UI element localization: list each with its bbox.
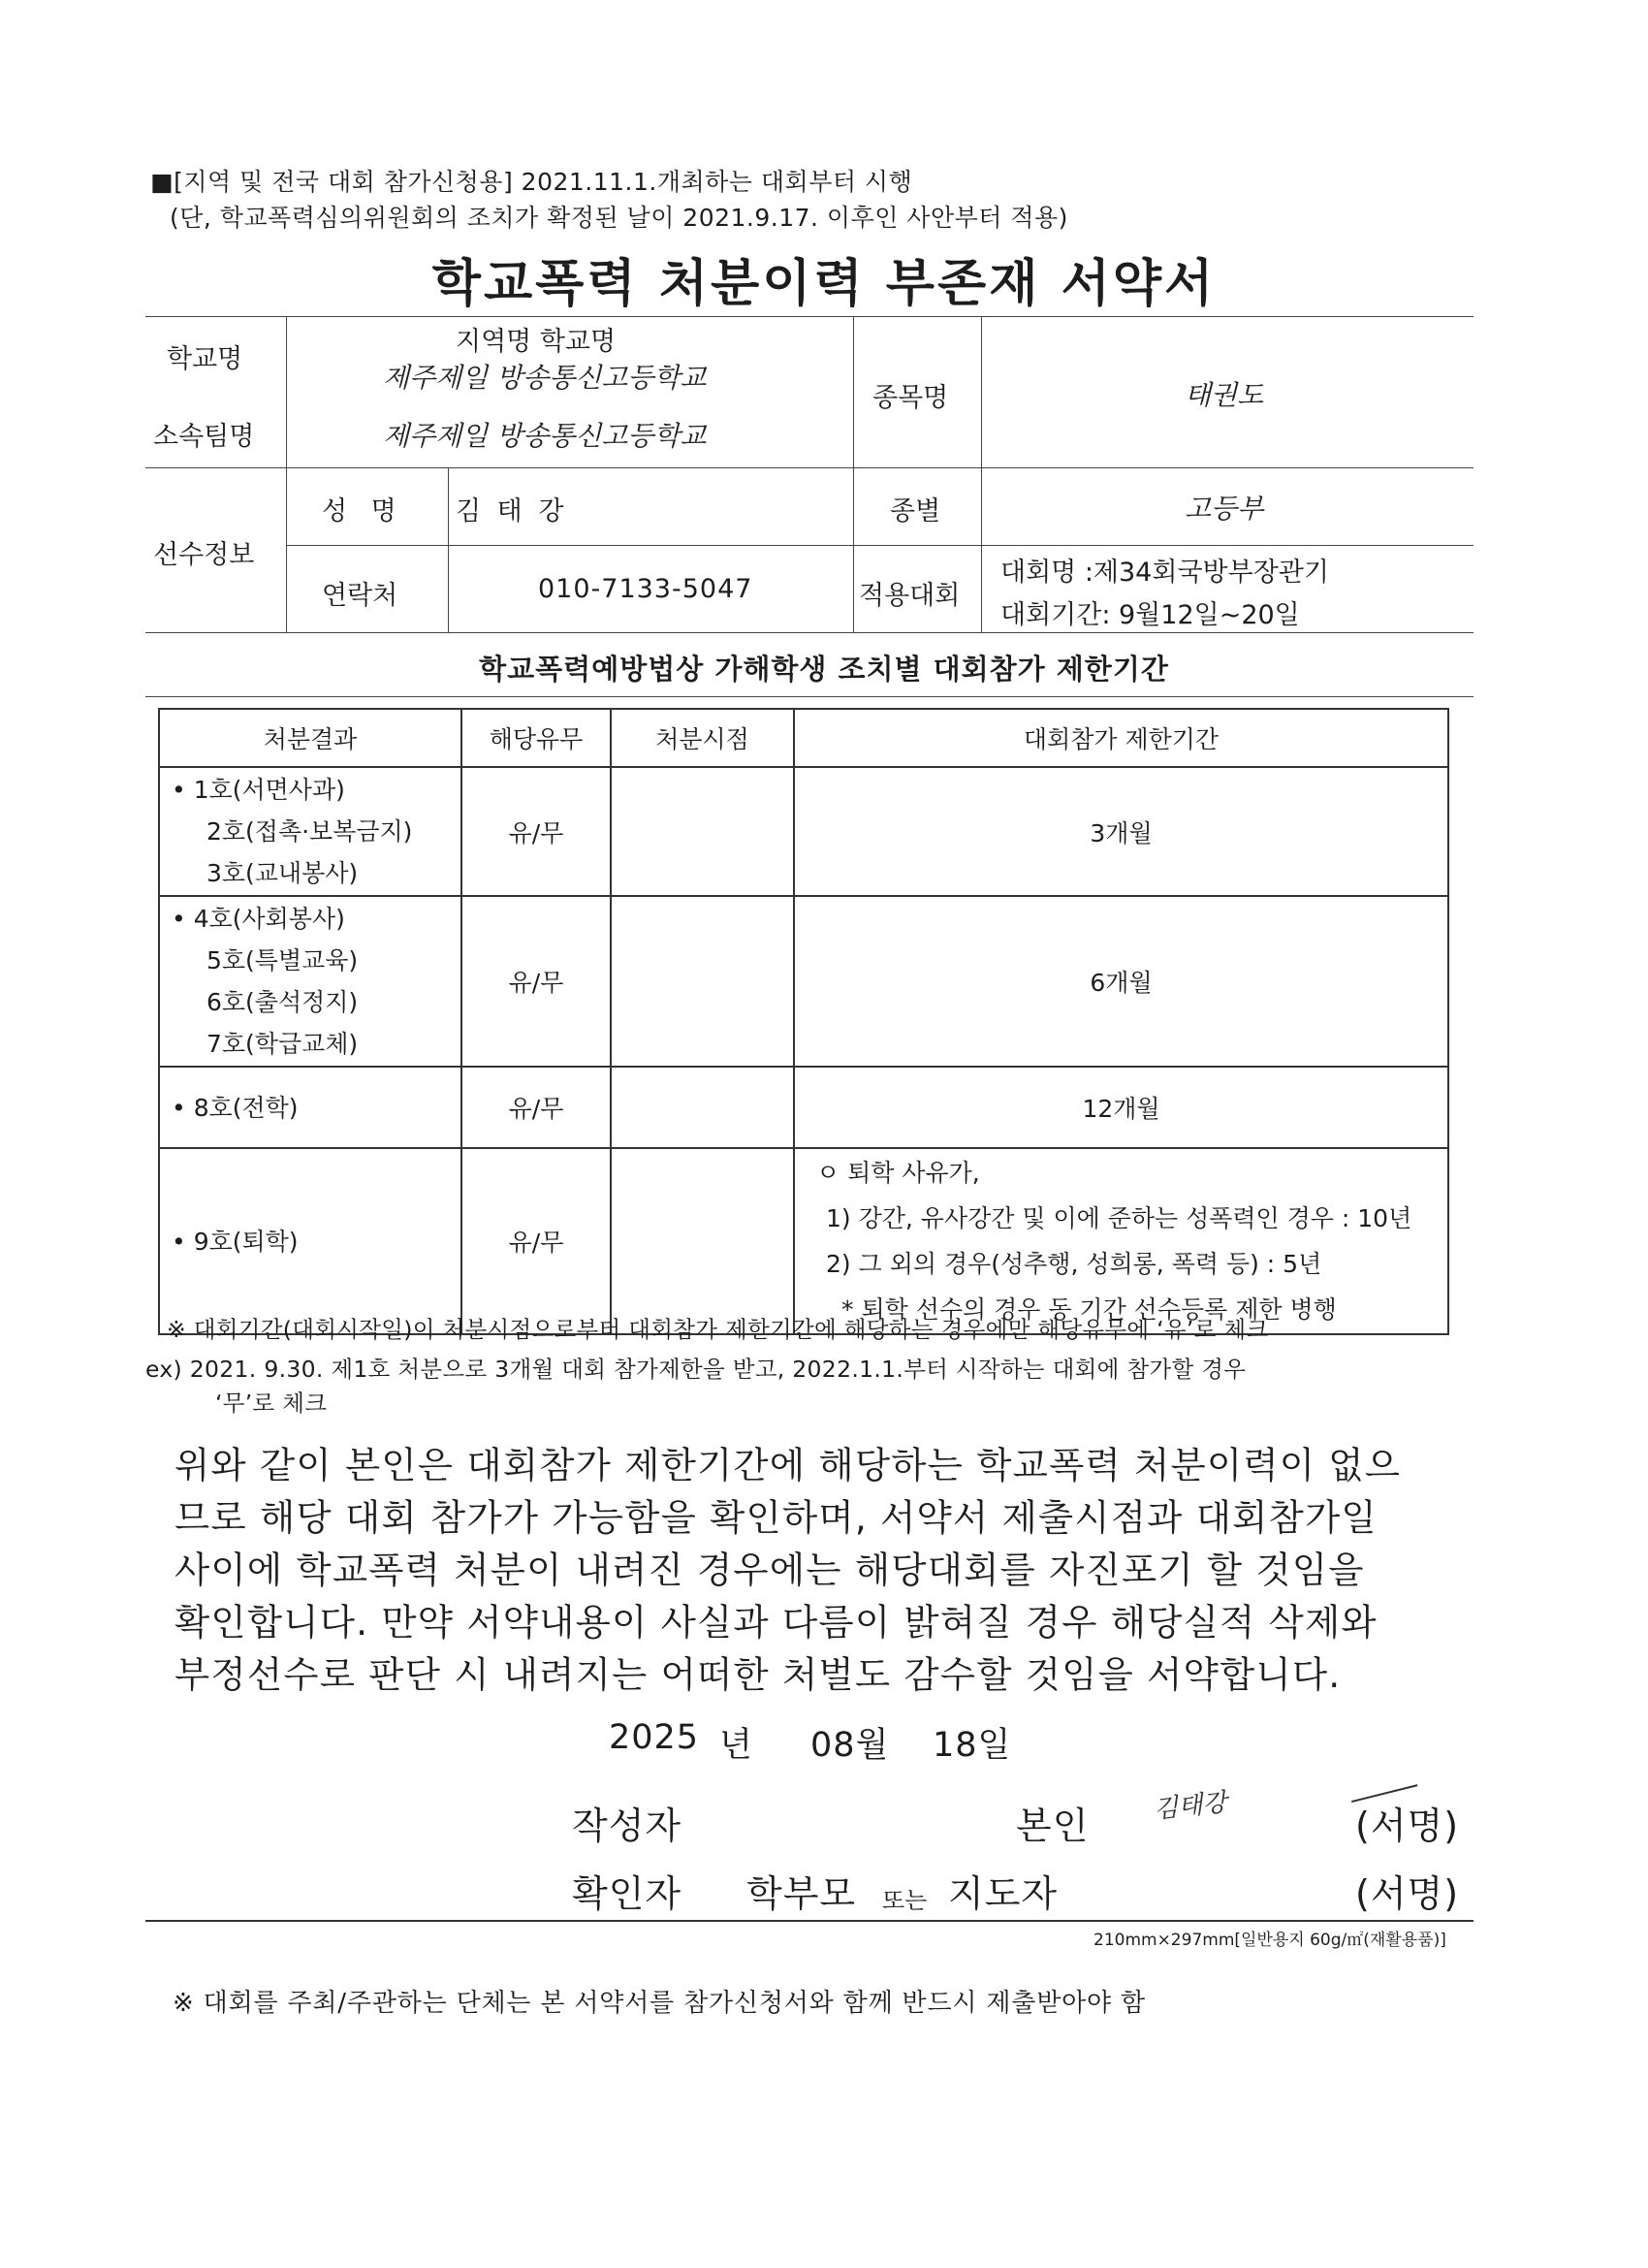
self-signature: 김태강 xyxy=(1152,1788,1228,1825)
date-day: 18일 xyxy=(933,1726,1012,1765)
limit-cell xyxy=(794,1148,1448,1334)
school-label: 학교명 xyxy=(167,344,243,374)
team-label: 소속팀명 xyxy=(153,422,255,452)
time-cell[interactable] xyxy=(611,1148,794,1334)
time-cell[interactable] xyxy=(611,767,794,896)
coach-label: 지도자 xyxy=(948,1872,1059,1915)
event-label: 종목명 xyxy=(872,383,949,413)
result-item: • 4호(사회봉사) xyxy=(172,905,345,933)
info-col-divider-1 xyxy=(286,316,287,632)
name-label: 성 명 xyxy=(322,496,404,527)
header-limit: 대회참가 제한기간 xyxy=(794,709,1448,767)
limit-cell: 12개월 xyxy=(794,1067,1448,1148)
applicable-cell[interactable]: 유/무 xyxy=(461,1148,611,1334)
date-month: 08월 xyxy=(810,1726,890,1765)
self-label: 본인 xyxy=(1016,1805,1090,1847)
restriction-table xyxy=(158,708,1449,1335)
result-item: 3호(교내봉사) xyxy=(206,859,359,887)
date-year: 2025 xyxy=(609,1718,700,1757)
school-value: 제주제일 방송통신고등학교 xyxy=(383,362,707,394)
limit-line: 2) 그 외의 경우(성추행, 성희롱, 폭력 등) : 5년 xyxy=(826,1250,1322,1278)
division-value: 고등부 xyxy=(1185,493,1264,525)
time-cell[interactable] xyxy=(611,1067,794,1148)
applicable-cell[interactable]: 유/무 xyxy=(461,896,611,1067)
applicable-cell[interactable]: 유/무 xyxy=(461,1067,611,1148)
limit-line: ㅇ 퇴학 사유가, xyxy=(816,1159,980,1187)
header-result: 처분결과 xyxy=(159,709,461,767)
notice-line-2: (단, 학교폭력심의위원회의 조치가 확정된 날이 2021.9.17. 이후인 사안부터 적용) xyxy=(170,204,1068,232)
result-item: 5호(특별교육) xyxy=(206,946,359,974)
time-cell[interactable] xyxy=(611,896,794,1067)
writer-label: 작성자 xyxy=(572,1805,682,1847)
pledge-line: 확인합니다. 만약 서약내용이 사실과 다름이 밝혀질 경우 해당실적 삭제와 xyxy=(174,1601,1378,1644)
event-value: 태권도 xyxy=(1185,379,1264,411)
result-cell xyxy=(159,1067,461,1148)
paper-spec: 210mm×297mm[일반용지 60g/㎡(재활용품)] xyxy=(1093,1931,1446,1950)
table-row xyxy=(159,1067,1448,1148)
player-info-label: 선수정보 xyxy=(153,540,255,570)
result-item: • 8호(전학) xyxy=(172,1093,299,1122)
table-row xyxy=(159,767,1448,896)
table-row xyxy=(159,1148,1448,1334)
header-applicable: 해당유무 xyxy=(461,709,611,767)
pledge-line: 사이에 학교폭력 처분이 내려진 경우에는 해당대회를 자진포기 할 것임을 xyxy=(174,1549,1365,1591)
info-col-divider-3 xyxy=(853,316,854,632)
info-top-border xyxy=(145,316,1474,317)
header-time: 처분시점 xyxy=(611,709,794,767)
competition-period: 대회기간: 9월12일~20일 xyxy=(1000,600,1300,630)
division-label: 종별 xyxy=(890,496,941,527)
note-line-1: ※ 대회기간(대회시작일)이 처분시점으로부터 대회참가 제한기간에 해당하는 경우에만 해당유무에 ‘유’로 체크 xyxy=(167,1316,1269,1343)
self-sign-label: (서명) xyxy=(1355,1805,1460,1847)
parent-label: 학부모 xyxy=(746,1872,857,1915)
contact-value: 010-7133-5047 xyxy=(538,574,753,604)
competition-name: 대회명 :제34회국방부장관기 xyxy=(1000,558,1329,588)
limit-line: * 퇴학 선수의 경우 동 기간 선수등록 제한 병행 xyxy=(841,1295,1337,1324)
table-header-row xyxy=(159,709,1448,767)
result-cell xyxy=(159,896,461,1067)
applied-competition-label: 적용대회 xyxy=(859,581,961,611)
date-year-unit: 년 xyxy=(719,1726,753,1765)
limit-cell: 6개월 xyxy=(794,896,1448,1067)
confirm-sign-label: (서명) xyxy=(1355,1872,1460,1915)
result-item: 7호(학급교체) xyxy=(206,1030,359,1058)
bottom-border xyxy=(145,1920,1474,1922)
pledge-line: 위와 같이 본인은 대회참가 제한기간에 해당하는 학교폭력 처분이력이 없으 xyxy=(174,1444,1402,1486)
document-title: 학교폭력 처분이력 부존재 서약서 xyxy=(431,255,1217,313)
team-value: 제주제일 방송통신고등학교 xyxy=(383,420,707,452)
notice-line-1: ■[지역 및 전국 대회 참가신청용] 2021.11.1.개최하는 대회부터 시행 xyxy=(150,168,913,196)
result-item: 2호(접촉·보복금지) xyxy=(206,817,413,846)
name-value: 김 태 강 xyxy=(456,496,568,527)
result-cell xyxy=(159,1148,461,1334)
info-divider xyxy=(145,467,1474,468)
confirmer-label: 확인자 xyxy=(572,1872,682,1915)
table-row xyxy=(159,896,1448,1067)
note-line-2: ex) 2021. 9.30. 제1호 처분으로 3개월 대회 참가제한을 받고, 2022.1.1.부터 시작하는 대회에 참가할 경우 xyxy=(145,1356,1247,1383)
result-cell xyxy=(159,767,461,896)
restriction-subtitle: 학교폭력예방법상 가해학생 조치별 대회참가 제한기간 xyxy=(479,653,1169,686)
subtitle-underline xyxy=(145,696,1474,697)
info-bottom-border xyxy=(145,632,1474,633)
school-hint: 지역명 학교명 xyxy=(456,327,617,357)
pledge-line: 부정선수로 판단 시 내려지는 어떠한 처벌도 감수할 것임을 서약합니다. xyxy=(174,1653,1342,1696)
note-line-3: ‘무’로 체크 xyxy=(215,1390,328,1417)
result-item: 6호(출석정지) xyxy=(206,988,359,1016)
limit-cell: 3개월 xyxy=(794,767,1448,896)
info-col-divider-4 xyxy=(981,316,982,632)
info-row-divider xyxy=(286,545,1474,546)
info-col-divider-2 xyxy=(448,467,449,632)
limit-line: 1) 강간, 유사강간 및 이에 준하는 성폭력인 경우 : 10년 xyxy=(826,1204,1412,1232)
contact-label: 연락처 xyxy=(322,581,398,611)
or-label: 또는 xyxy=(882,1887,928,1914)
result-item: • 1호(서면사과) xyxy=(172,776,345,804)
result-item: • 9호(퇴학) xyxy=(172,1227,299,1256)
pledge-line: 므로 해당 대회 참가가 가능함을 확인하며, 서약서 제출시점과 대회참가일 xyxy=(174,1496,1378,1539)
pledge-paragraph xyxy=(174,1439,1478,1701)
footer-note: ※ 대회를 주최/주관하는 단체는 본 서약서를 참가신청서와 함께 반드시 제출받아야 함 xyxy=(173,1989,1146,2018)
applicable-cell[interactable]: 유/무 xyxy=(461,767,611,896)
